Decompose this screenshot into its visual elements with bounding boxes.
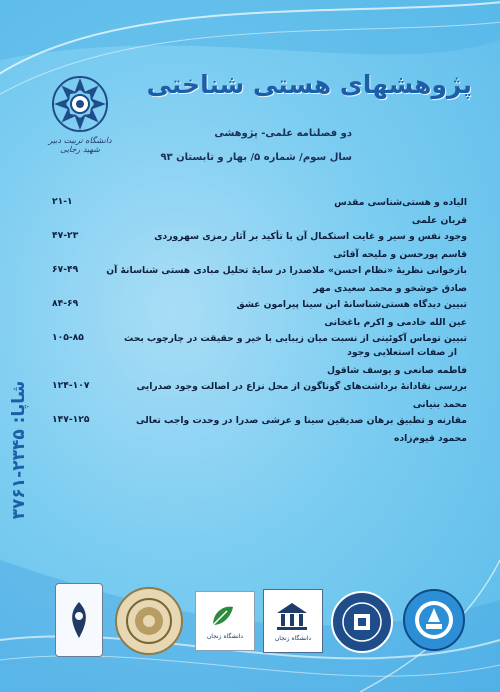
partner-logo-label: دانشگاه زنجان bbox=[206, 632, 244, 640]
article-pages: ۴۷-۲۳ bbox=[52, 230, 79, 241]
issue-info: سال سوم/ شماره ۵/ بهار و تابستان ۹۳ bbox=[160, 152, 352, 163]
leaf-logo-icon bbox=[195, 591, 255, 651]
article-entry bbox=[52, 380, 467, 412]
article-pages: ۸۴-۶۹ bbox=[52, 298, 79, 309]
article-title-continued: از صفات استعلایی وجود bbox=[347, 347, 457, 358]
table-of-contents bbox=[52, 196, 467, 448]
journal-title: پژوهشهای هستی شناختی bbox=[146, 70, 472, 99]
article-authors: صادق خوشخو و محمد سعیدی مهر bbox=[313, 283, 467, 294]
university-name: دانشگاه تربیت دبیر شهید رجایی bbox=[48, 136, 112, 154]
university-seal-icon bbox=[331, 591, 393, 653]
article-authors: محمد بنیانی bbox=[412, 399, 467, 410]
article-entry bbox=[52, 332, 467, 378]
article-entry bbox=[52, 264, 467, 296]
article-title: بررسی نقادانۀ برداشت‌های گوناگون از محل نزاع در اصالت وجود صدرایی bbox=[136, 381, 467, 392]
article-entry bbox=[52, 298, 467, 330]
article-authors: فاطمه صانعی و یوسف شاقول bbox=[326, 365, 467, 376]
article-authors: قربان علمی bbox=[411, 215, 467, 226]
article-pages: ۶۷-۴۹ bbox=[52, 264, 79, 275]
article-authors: قاسم پورحسن و ملیحه آقائی bbox=[333, 249, 467, 260]
article-pages: ۱۲۴-۱۰۷ bbox=[52, 380, 90, 391]
building-logo-icon bbox=[263, 589, 323, 653]
article-pages: ۲۱-۱ bbox=[52, 196, 73, 207]
isfahan-seal-icon bbox=[403, 589, 465, 651]
article-entry bbox=[52, 230, 467, 262]
partner-logo-label: دانشگاه زنجان bbox=[274, 634, 312, 642]
article-authors: عین الله خادمی و اکرم باغخانی bbox=[324, 317, 467, 328]
article-title: مقارنه و تطبیق برهان صدیقین سینا و عرشی صدرا در وحدت واجب تعالی bbox=[136, 415, 467, 426]
article-title: تبیین توماس آکوئینی از نسبت میان زیبایی با خیر و حقیقت در چارچوب بحث bbox=[124, 333, 467, 344]
emblem-icon bbox=[55, 583, 103, 657]
article-entry bbox=[52, 196, 467, 228]
article-authors: محمود قیوم‌زاده bbox=[394, 433, 467, 444]
journal-subtitle: دو فصلنامه علمی- پژوهشی bbox=[214, 128, 352, 139]
issn-text: شاپا: ۲۳۴۵-۳۷۶۱ bbox=[9, 380, 29, 520]
partner-logos bbox=[55, 583, 475, 661]
university-emblem-icon bbox=[40, 70, 120, 140]
ornament-seal-icon bbox=[115, 587, 183, 655]
article-title: وجود نفس و سیر و غایت استکمال آن با تأکید بر آثار رمزی سهروردی bbox=[154, 231, 467, 242]
article-title: الیاده و هستی‌شناسی مقدس bbox=[334, 197, 467, 208]
article-entry bbox=[52, 414, 467, 446]
article-pages: ۱۴۷-۱۲۵ bbox=[52, 414, 90, 425]
article-title: تبیین دیدگاه هستی‌شناسانۀ ابن سینا پیرامون عشق bbox=[236, 299, 467, 310]
issn-label bbox=[4, 350, 34, 550]
article-pages: ۱۰۵-۸۵ bbox=[52, 332, 84, 343]
article-title: بازخوانی نظریۀ «نظام احسن» ملاصدرا در سایۀ تحلیل مبادی هستی شناسانۀ آن bbox=[106, 265, 467, 276]
